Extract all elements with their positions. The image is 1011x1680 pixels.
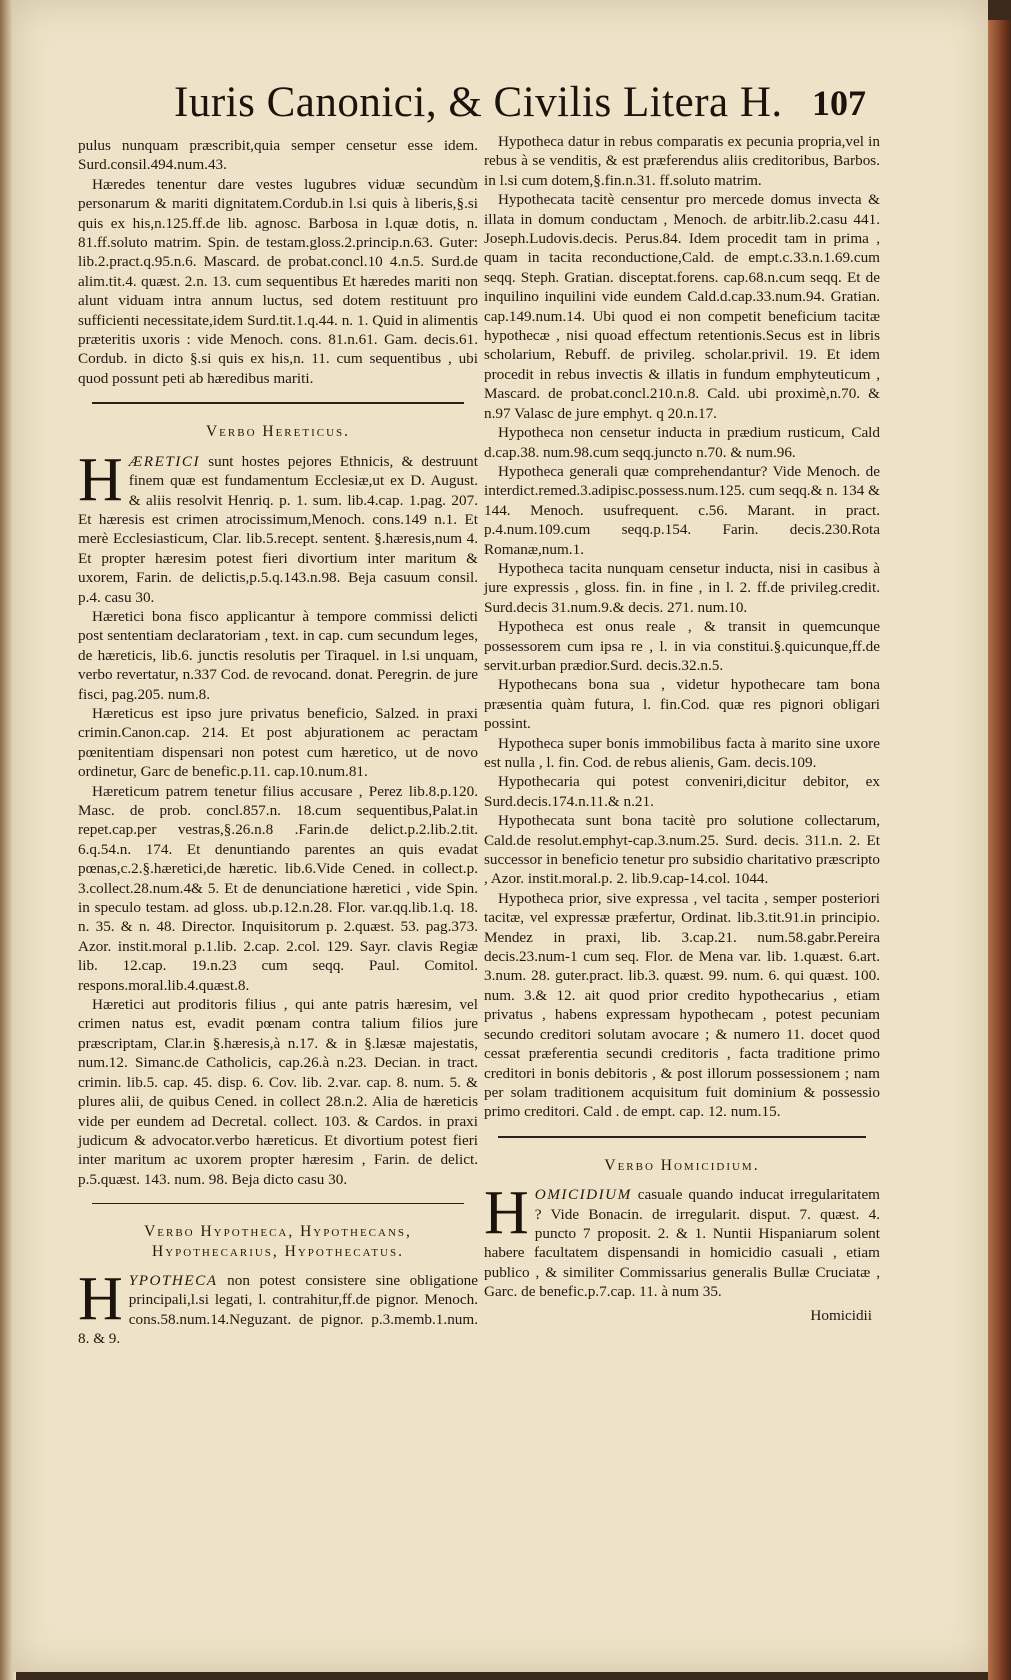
paragraph: Hypotheca generali quæ comprehendantur? Vide Menoch. de interdict.remed.3.adipisc.possess.num.125. cum seqq.& n. 134 & 144. Menoch. usufrequent. c.56. Marant. in pract. p.4.num.109.cum seqq.p.154. Farin. decis.230.Rota Romanæ,num.1. [484,462,880,558]
paragraph-text: casuale quando inducat irregularitatem ? Vide Bonacin. de irregularit. disput. 7. quæst. 4. puncto 7 proposit. 2. & 1. Nuntii Hispaniarum solent habere facultatem dispensandi in homicidio casuali , etiam publico , & similiter Commissarius generalis Bullæ Cruciatæ , Garc. de benefic.p.7.cap. 11. à num 35. [484,1186,880,1301]
paragraph: Hypothecata sunt bona tacitè pro solutione collectarum, Cald.de resolut.emphyt-cap.3.num.25. Surd. decis. 311.n. 2. Et successor in beneficio tenetur pro subsidio charitativo præscripto , Azor. instit.moral.p. 2. lib.9.cap-14.col. 1044. [484,812,880,888]
paragraph: Hypothecaria qui potest conveniri,dicitur debitor, ex Surd.decis.174.n.11.& n.21. [484,773,880,810]
page-number: 107 [812,83,866,123]
paragraph: Hypotheca tacita nunquam censetur inducta, nisi in casibus à jure expressis , gloss. fin. in fine , in l. 2. ff.de privileg.credit. Surd.decis 31.num.9.& decis. 271. num.10. [484,559,880,616]
entry-paragraph [484,1179,880,1301]
lead-word: YPOTHECA [128,1271,218,1289]
lead-word: OMICIDIUM [534,1186,632,1204]
section-heading: Verbo Homicidium. [604,1156,760,1174]
paragraph: Hypotheca datur in rebus comparatis ex pecunia propria,vel in rebus à se venditis, & est præferendus aliis creditoribus, Barbos. in l.si cum dotem,§.fin.n.31. ff.soluto matrim. [484,133,880,189]
paragraph: Hypotheca est onus reale , & transit in quemcunque possessorem cum ipsa re , l. in via constitui.§.quicunque,ff.de servit.urban prædior.Surd. decis.32.n.5. [484,618,880,674]
paragraph: Hypothecata tacitè censentur pro mercede domus invecta & illata in domum conductam , Menoch. de arbitr.lib.2.casu 441. Joseph.Ludovis.decis. Perus.84. Idem procedit tam in prima , quam in tacita reconductione,Cald. de empt.c.33.n.1.69.cum seqq. Steph. Gratian. disceptat.forens. cap.68.n.cum seqq. Et de inquilino inquilini vide eundem Cald.d.cap.33.num.94. Gratian. cap.149.num.14. Ubi quod ei non competit beneficium tacitæ hypothecæ , nisi quoad effectum retentionis.Secus est in libris scholarium, Rebuff. de privileg. scholar.privil. 19. Et idem procedit in rebus invectis & illatis in fundum emphyteuticum , Mascard. de probat.concl.210.n.8. Cald. ubi proximè,n.70. & n.97 Valasc de jure emphyt. q 20.n.17. [484,191,880,422]
paragraph-text: non potest consistere sine obligatione principali,l.si legati, l. contrahitur,ff.de pignor. Menoch. cons.58.num.14.Neguzant. de pignor. p.3.memb.1.num. 8. & 9. [78,1271,478,1348]
drop-cap: H [78,1264,123,1333]
paragraph-text: sunt hostes pejores Ethnicis, & destruunt finem quæ est fundamentum Ecclesiæ,ut ex D. August. & aliis resolvit Henriq. p. 1. sum. lib.4.cap. 1.pag. 207. Et hæresis est crimen atrocissimum,Menoch. cons.149 n.1. Et merè Ecclesiasticum, Clar. lib.5.recept. sentent. §.hæresis,num 4. Et propter hæresim potest fieri divortium inter maritum & uxorem, Farin. de delictis,p.5.q.143.n.98. Beja casuum consil. p.4. casu 30. [78,452,478,606]
drop-cap: H [78,445,123,514]
drop-cap: H [484,1179,529,1248]
paragraph: Hypotheca prior, sive expressa , vel tacita , semper posteriori tacitæ, vel expressæ præfertur, Ordinat. lib.3.tit.91.in principio. Mendez in praxi, lib. 3.cap.21. num.58.gabr.Pereira decis.23.num-1 cum seq. Flor. de Mena var. lib. 1.quæst. 6.art. 3.num. 28. guter.pract. lib.3. quæst. 99. num. 6. qui quæst. 100. num. 3.& 12. ait quod prior credito hypothecarius , etiam privatus , habens expressam hypothecam , potest pecuniam secundo creditori solutam avocare ; & numero 11. docet quod cessat præferentia secundi creditoris , facta traditione primo creditori in bonis debitoris , & post illorum possessionem ; nam per solam traditionem acquisitum fuit dominium & possessio primo creditori. Cald . de empt. cap. 12. num.15. [484,889,880,1121]
entry-paragraph [78,1264,478,1349]
paragraph: Hæreticum patrem tenetur filius accusare , Perez lib.8.p.120. Masc. de prob. concl.857.n. 18.cum sequentibus,Palat.in repet.cap.per vestras,§.26.n.8 .Farin.de delict.p.2.lib.2.tit. 6.q.54.n. 174. Et denuntiando parentes an quis evadat pœnas,c.2.§.hæretici,de hæretic. lib.6.Vide Cened. in collect.p. 3.collect.28.num.4& 5. Et de denunciatione hæretici , vide Spin. in speculo testam. ad gloss. ub.p.12.n.28. Flor. var.qq.lib.1.q. 18. n. 35. & n. 48. Director. Inquisitorum p. 2.quæst. 53. pag.373. Azor. instit.moral p.1.lib. 2.cap. 2.col. 129. Sayr. clavis Regiæ lib. 12.cap. 19.n.23 cum seqq. Paul. Comitol. respons.moral.lib.4.quæst.8. [78,782,478,994]
page-edge [988,20,1011,1680]
paragraph: Hypothecans bona sua , videtur hypothecare tam bona præsentia quàm futura, l. fin.Cod. quæ res pignori obligari possint. [484,676,880,733]
left-column [78,136,478,1349]
paragraph: Hæreticus est ipso jure privatus beneficio, Salzed. in praxi crimin.Canon.cap. 214. Et post abjurationem ac peractam pœnitentiam dispensari non potest cum hæretico, ut de novo ordinetur, Garc de benefic.p.11. cap.10.num.81. [78,704,478,781]
section-heading: Verbo Hypotheca, Hypothecans, Hypothecarius, Hypothecatus. [144,1223,412,1260]
section-divider [498,1136,866,1138]
paragraph: Hæredes tenentur dare vestes lugubres viduæ secundùm personarum & mariti dignitatem.Cordub.in l.si quis à liberis,§.si quis ex his,n.125.ff.de lib. agnosc. Barbosa in l.quæ dotis, n. 81.ff.soluto matrim. Spin. de testam.gloss.2.princip.n.63. Guter: lib.2.pract.q.95.n.6. Mascard. de probat.concl.10 4.n.5. Surd.de alim.tit.4. quæst. 2.n. 13. cum sequentibus Et hæredes mariti non alunt viduam intra annum luctus, sed dotem restituunt pro sufficienti necessitate,idem Surd.tit.1.q.44. n. 1. Quid in alimentis præteritis uxoris : vide Menoch. cons. 81.n.61. Gam. decis.61. Cordub. in dicto §.si quis ex his,n. 11. cum sequentibus , ubi quod possunt peti ab hæredibus mariti. [78,175,478,387]
running-title: Iuris Canonici, & Civilis Litera H. [174,79,783,126]
section-divider [92,1203,464,1204]
paragraph: Hæretici aut proditoris filius , qui ante patris hæresim, vel crimen natus est, evadit pœnam contra talium filios jure præscriptam, Clar.in §.hæresis,à n.17. & in §.læsæ majestatis, num.12. Simanc.de Catholicis, cap.26.à n.23. Decian. in tract. crimin. lib.5. cap. 45. disp. 6. Cov. lib. 2.var. cap. 8. num. 5. & plures alii, de quibus Cened. in collect 28.n.2. Alia de hæreticis vide per eundem ad Decretal. collect. 103. & Cardos. in praxi judicum & advocator.verbo hæreticus. Et divortium potest fieri inter maritum ac uxorem propter hæresim , Farin. de delict. p.5.quæst. 143. num. 98. Beja dicto casu 30. [78,996,478,1188]
paragraph: Hypotheca non censetur inducta in prædium rusticum, Cald d.cap.38. num.98.cum seqq.juncto n.70. & num.96. [484,424,880,461]
paragraph: pulus nunquam præscribit,quia semper censetur esse idem. Surd.consil.494.num.43. [78,137,478,174]
book-page [12,0,988,1672]
entry-paragraph [78,445,478,607]
lead-word: ÆRETICI [128,452,201,470]
paragraph: Hypotheca super bonis immobilibus facta à marito sine uxore est nulla , l. fin. Cod. de rebus alienis, Gam. decis.109. [484,734,880,771]
paragraph: Hæretici bona fisco applicantur à tempore commissi delicti post sententiam declaratoriam , text. in cap. cum secundum leges, de hæreticis, lib.6. junctis resolutis per Tiraquel. in l.si unquam, verbo revertatur, n.337 Cod. de revocand. donat. Peregrin. de jure fisci, pag.205. num.8. [78,607,478,703]
section-heading: Verbo Hereticus. [205,423,351,441]
catchword: Homicidii [810,1306,872,1324]
section-divider [92,402,464,404]
right-column [484,132,880,1325]
